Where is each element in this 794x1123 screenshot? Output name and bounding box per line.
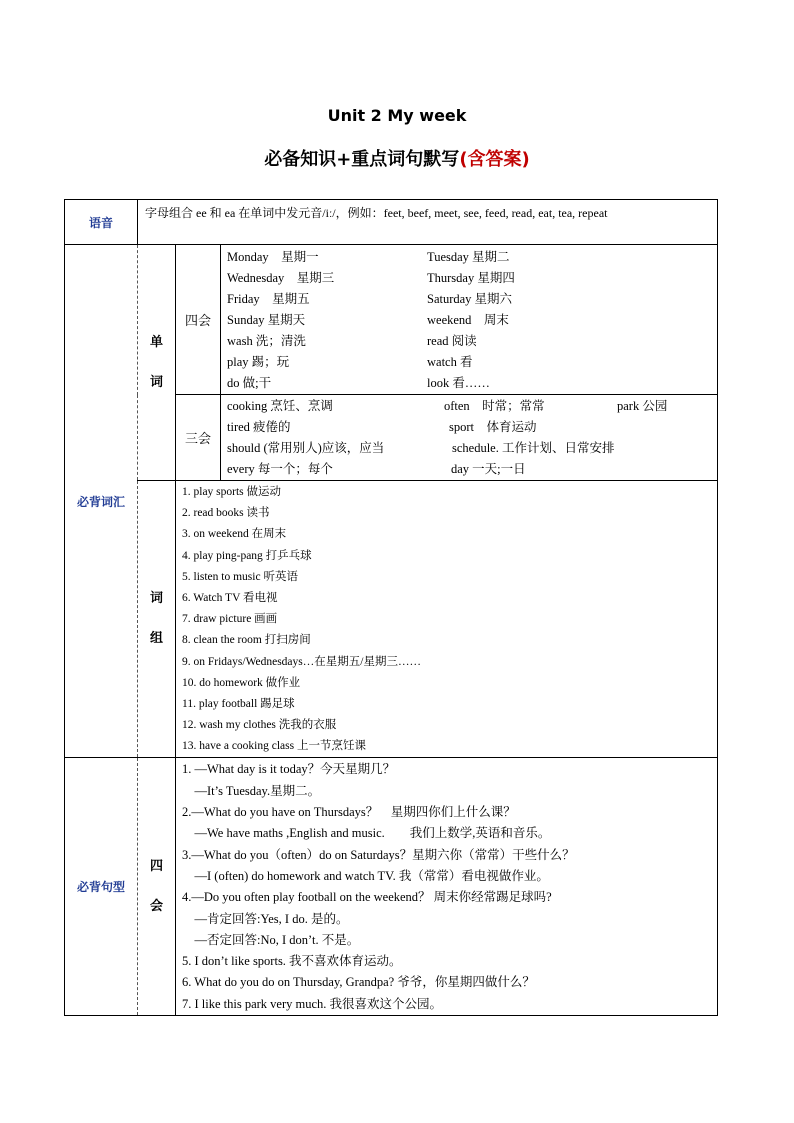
words-label-char-2: 词 bbox=[149, 374, 163, 390]
subtitle-main: 必备知识+重点词句默写 bbox=[264, 149, 460, 170]
sentence-line: —I (often) do homework and watch TV. 我（常常）看电视做作业。 bbox=[182, 868, 549, 883]
words-label-char-1: 单 bbox=[149, 334, 163, 350]
word-item: Saturday 星期六 bbox=[427, 292, 513, 306]
word-row bbox=[227, 331, 717, 352]
word-item: park 公园 bbox=[617, 399, 668, 413]
word-row bbox=[227, 289, 717, 310]
word-item: day 一天;一日 bbox=[451, 462, 526, 476]
phonics-label: 语音 bbox=[65, 200, 138, 245]
word-item: Sunday 星期天 bbox=[227, 313, 306, 327]
page-subtitle bbox=[0, 145, 794, 171]
phrase-item: 12. wash my clothes 洗我的衣服 bbox=[182, 719, 337, 732]
sentences-label: 必背句型 bbox=[65, 758, 138, 1016]
phrase-item: 4. play ping-pang 打乒乓球 bbox=[182, 549, 312, 562]
word-item: often 时常；常常 bbox=[444, 399, 545, 413]
phrases-label bbox=[138, 481, 176, 758]
sentence-line: —否定回答:No, I don’t. 不是。 bbox=[182, 932, 360, 947]
word-row bbox=[227, 373, 717, 394]
word-row bbox=[227, 247, 717, 268]
word-item: Wednesday 星期三 bbox=[227, 271, 335, 285]
phrase-item: 3. on weekend 在周末 bbox=[182, 528, 287, 541]
subtitle-answer-note: (含答案) bbox=[459, 149, 530, 170]
word-item: cooking 烹饪、烹调 bbox=[227, 399, 333, 413]
phrase-item: 13. have a cooking class 上一节烹饪课 bbox=[182, 740, 366, 753]
phrase-item: 7. draw picture 画画 bbox=[182, 613, 278, 626]
sentences-sub-label-char-1: 四 bbox=[149, 858, 163, 874]
word-item: read 阅读 bbox=[427, 334, 477, 348]
vocab-label: 必背词汇 bbox=[65, 245, 138, 758]
sentences-list bbox=[176, 758, 718, 1016]
phrase-item: 11. play football 踢足球 bbox=[182, 697, 295, 710]
knowledge-table bbox=[64, 199, 718, 1016]
sentences-sub-label-char-2: 会 bbox=[149, 898, 163, 914]
sentence-line: 6. What do you do on Thursday, Grandpa? 爷爷，你星期四做什么？ bbox=[182, 975, 535, 990]
phrase-item: 2. read books 读书 bbox=[182, 507, 270, 520]
word-item: Thursday 星期四 bbox=[427, 271, 515, 285]
phrases-list bbox=[176, 481, 718, 758]
word-item: wash 洗；清洗 bbox=[227, 334, 306, 348]
word-item: tired 疲倦的 bbox=[227, 420, 291, 434]
word-item: sport 体育运动 bbox=[449, 420, 537, 434]
word-item: Monday 星期一 bbox=[227, 250, 319, 264]
phonics-text: 字母组合 ee 和 ea 在单词中发元音/iː/，例如：feet, beef, meet, see, feed, read, eat, tea, repeat bbox=[138, 200, 718, 245]
four-skills-label: 四会 bbox=[176, 245, 221, 395]
phrases-label-char-2: 组 bbox=[149, 631, 163, 647]
word-item: do 做;干 bbox=[227, 376, 272, 390]
three-skills-label: 三会 bbox=[176, 395, 221, 481]
word-item: should (常用别人)应该，应当 bbox=[227, 441, 385, 455]
page-title: Unit 2 My week bbox=[327, 106, 467, 125]
sentence-line: —肯定回答:Yes, I do. 是的。 bbox=[182, 911, 349, 926]
phrase-item: 1. play sports 做运动 bbox=[182, 486, 282, 498]
word-row bbox=[227, 352, 717, 373]
sentence-line: 7. I like this park very much. 我很喜欢这个公园。 bbox=[182, 996, 443, 1011]
word-row bbox=[227, 268, 717, 289]
words-label bbox=[138, 245, 176, 481]
sentence-line: 3.—What do you（often）do on Saturdays？星期六你（常常）干些什么？ bbox=[182, 847, 575, 862]
word-row bbox=[227, 417, 717, 438]
phrase-item: 10. do homework 做作业 bbox=[182, 676, 301, 689]
word-item: play 踢；玩 bbox=[227, 355, 290, 369]
phrase-item: 5. listen to music 听英语 bbox=[182, 570, 298, 583]
sentence-line: 2.—What do you have on Thursdays？ 星期四你们上什么课？ bbox=[182, 805, 516, 820]
three-skills-words bbox=[221, 395, 718, 481]
sentence-line: 4.—Do you often play football on the weekend？ 周末你经常踢足球吗? bbox=[182, 890, 552, 905]
word-item: every 每一个；每个 bbox=[227, 462, 333, 476]
phrases-label-char-1: 词 bbox=[149, 591, 163, 607]
phrase-item: 9. on Fridays/Wednesdays…在星期五/星期三…… bbox=[182, 655, 421, 668]
word-item: schedule. 工作计划、日常安排 bbox=[452, 441, 615, 455]
word-row bbox=[227, 310, 717, 331]
sentence-line: —We have maths ,English and music. 我们上数学,英语和音乐。 bbox=[182, 826, 551, 841]
word-item: watch 看 bbox=[427, 355, 473, 369]
word-row bbox=[227, 459, 717, 480]
four-skills-words bbox=[221, 245, 718, 395]
phrase-item: 8. clean the room 打扫房间 bbox=[182, 634, 311, 647]
word-item: Tuesday 星期二 bbox=[427, 250, 510, 264]
phrase-item: 6. Watch TV 看电视 bbox=[182, 591, 278, 604]
sentence-line: —It’s Tuesday.星期二。 bbox=[182, 783, 321, 798]
sentences-sub-label bbox=[138, 758, 176, 1016]
word-item: Friday 星期五 bbox=[227, 292, 310, 306]
word-item: look 看…… bbox=[427, 376, 490, 390]
sentence-line: 1. —What day is it today？今天星期几？ bbox=[182, 762, 396, 777]
sentence-line: 5. I don’t like sports. 我不喜欢体育运动。 bbox=[182, 954, 402, 969]
word-row bbox=[227, 396, 717, 417]
word-item: weekend 周末 bbox=[427, 313, 509, 327]
word-row bbox=[227, 438, 717, 459]
